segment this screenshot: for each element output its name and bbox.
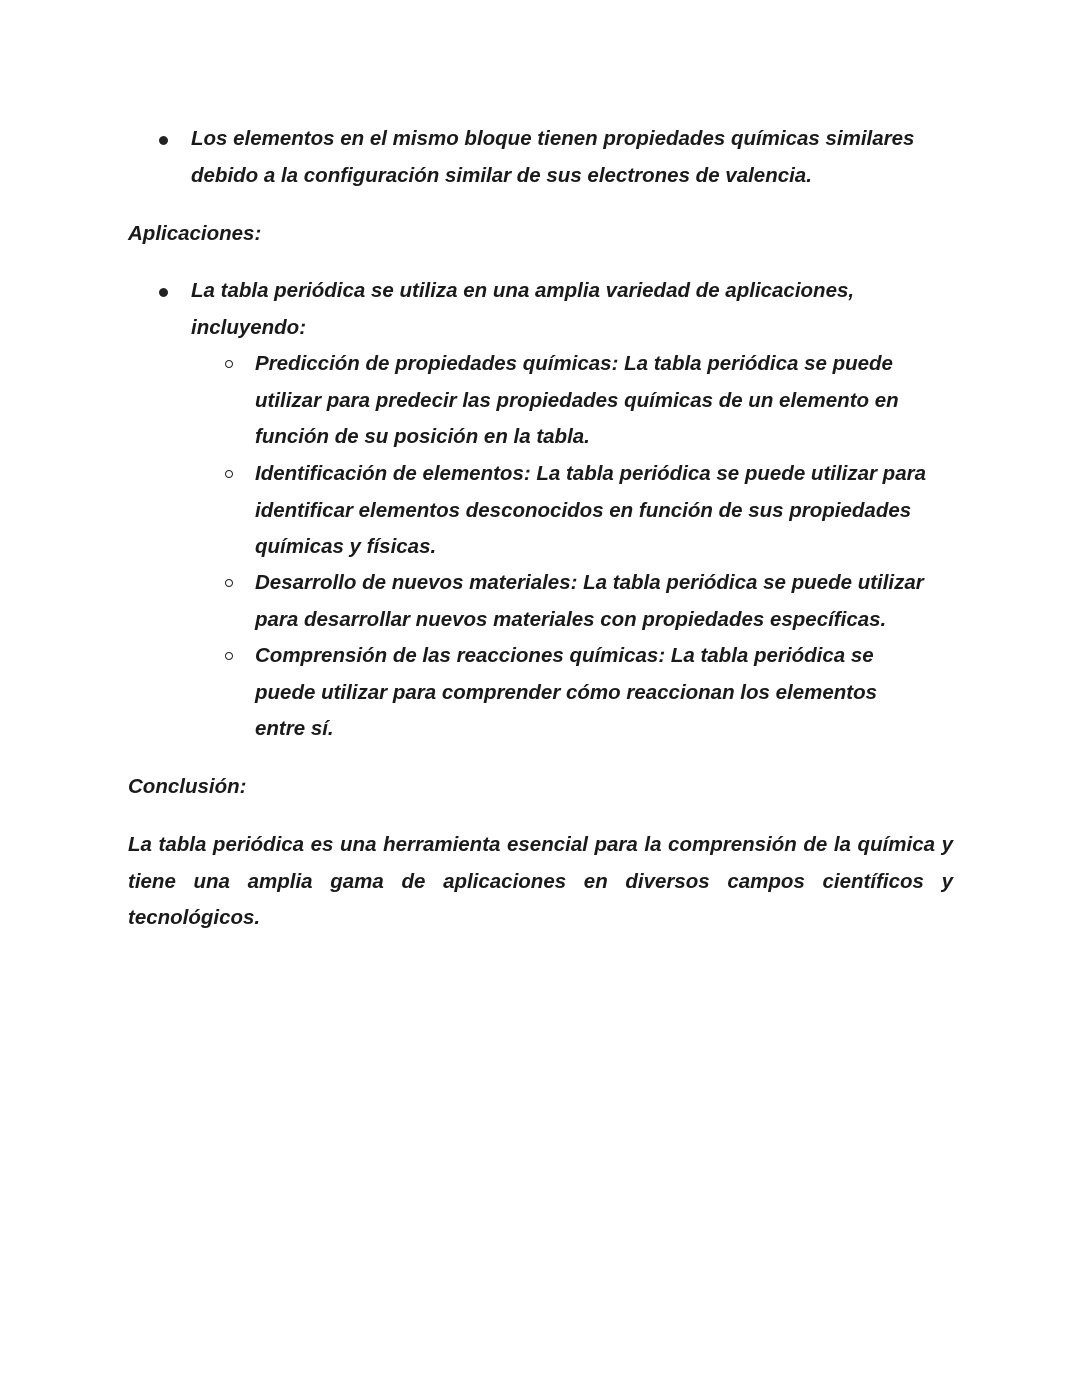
sub-bullet-circle-icon (225, 579, 233, 587)
applications-heading: Aplicaciones: (128, 222, 262, 245)
sub-bullet-circle-icon (225, 652, 233, 660)
conclusion-heading: Conclusión: (128, 775, 247, 798)
conclusion-paragraph: La tabla periódica es una herramienta esencial para la comprensión de la química y tiene una amplia gama de aplicaciones en diversos campos científicos y tecnológicos. (128, 833, 953, 930)
bullet-dot-icon (159, 136, 168, 145)
application-item-reactions: Comprensión de las reacciones químicas: La tabla periódica se puede utilizar para comprender cómo reaccionan los elementos entre sí. (255, 644, 878, 741)
application-item-identification: Identificación de elementos: La tabla periódica se puede utilizar para identificar elementos desconocidos en función de sus propiedades químicas y físicas. (255, 462, 926, 559)
sub-bullet-circle-icon (225, 470, 233, 478)
intro-bullet-text: Los elementos en el mismo bloque tienen propiedades químicas similares debido a la configuración similar de sus electrones de valencia. (191, 127, 915, 187)
application-item-prediction: Predicción de propiedades químicas: La tabla periódica se puede utilizar para predecir las propiedades químicas de un elemento en función de su posición en la tabla. (255, 352, 899, 449)
bullet-dot-icon (159, 288, 168, 297)
application-item-materials: Desarrollo de nuevos materiales: La tabla periódica se puede utilizar para desarrollar nuevos materiales con propiedades específicas. (255, 571, 924, 631)
applications-bullet-text: La tabla periódica se utiliza en una amplia variedad de aplicaciones, incluyendo: (191, 279, 855, 339)
sub-bullet-circle-icon (225, 360, 233, 368)
